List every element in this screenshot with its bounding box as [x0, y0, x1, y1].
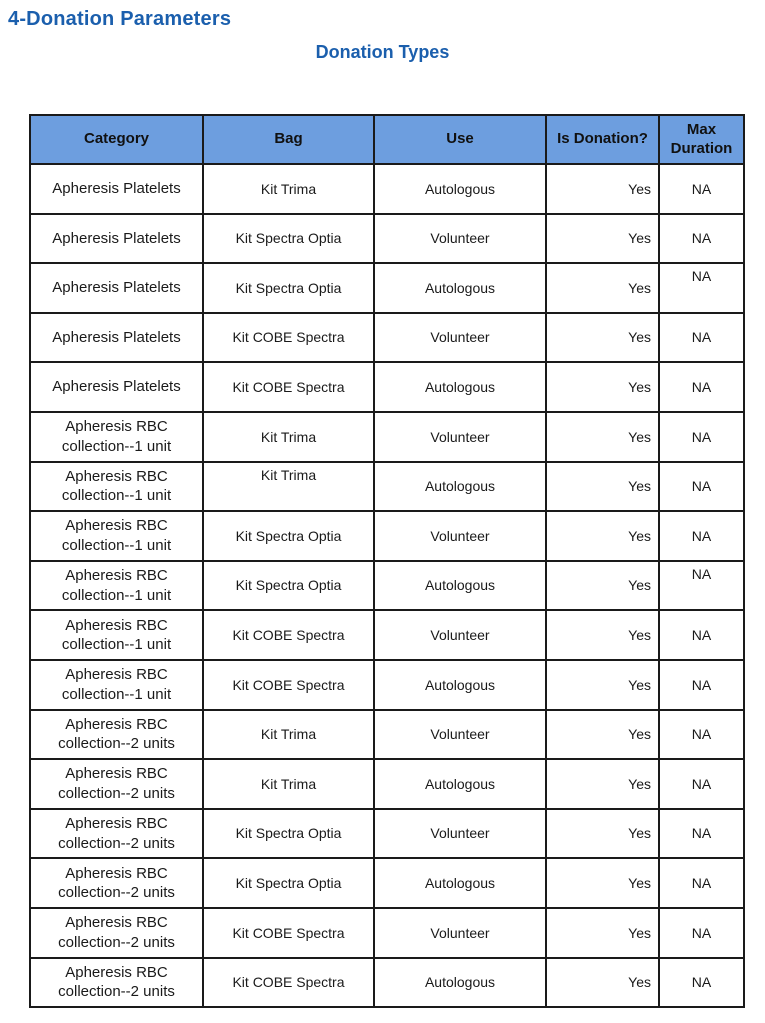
cell-is-donation: Yes [546, 710, 659, 760]
table-header [30, 115, 744, 164]
cell-max-duration: NA [659, 511, 744, 561]
table-row [30, 313, 744, 363]
cell-is-donation: Yes [546, 858, 659, 908]
cell-max-duration: NA [659, 958, 744, 1008]
cell-category: Apheresis RBC collection--1 unit [30, 561, 203, 611]
table-row [30, 908, 744, 958]
table-row [30, 809, 744, 859]
cell-category: Apheresis RBC collection--1 unit [30, 511, 203, 561]
cell-is-donation: Yes [546, 958, 659, 1008]
table-row [30, 214, 744, 264]
cell-bag: Kit Spectra Optia [203, 809, 374, 859]
cell-use: Volunteer [374, 610, 546, 660]
cell-max-duration: NA [659, 561, 744, 611]
cell-bag: Kit Spectra Optia [203, 214, 374, 264]
cell-category: Apheresis RBC collection--2 units [30, 710, 203, 760]
column-header-is-donation: Is Donation? [546, 115, 659, 164]
cell-is-donation: Yes [546, 809, 659, 859]
cell-category: Apheresis RBC collection--1 unit [30, 462, 203, 512]
table-row [30, 610, 744, 660]
cell-category: Apheresis RBC collection--1 unit [30, 610, 203, 660]
cell-use: Autologous [374, 561, 546, 611]
section-title: Donation Types [315, 42, 450, 62]
cell-is-donation: Yes [546, 462, 659, 512]
cell-bag: Kit Trima [203, 412, 374, 462]
cell-use: Autologous [374, 958, 546, 1008]
cell-is-donation: Yes [546, 660, 659, 710]
cell-use: Volunteer [374, 313, 546, 363]
cell-is-donation: Yes [546, 908, 659, 958]
cell-category: Apheresis Platelets [30, 362, 203, 412]
table-row [30, 759, 744, 809]
cell-max-duration: NA [659, 759, 744, 809]
cell-bag: Kit COBE Spectra [203, 610, 374, 660]
table-row [30, 561, 744, 611]
table-row [30, 412, 744, 462]
cell-is-donation: Yes [546, 313, 659, 363]
table-row [30, 710, 744, 760]
cell-bag: Kit Trima [203, 462, 374, 512]
table-row [30, 858, 744, 908]
cell-is-donation: Yes [546, 362, 659, 412]
cell-use: Volunteer [374, 809, 546, 859]
cell-use: Autologous [374, 263, 546, 313]
cell-category: Apheresis RBC collection--1 unit [30, 412, 203, 462]
column-header-category: Category [30, 115, 203, 164]
cell-max-duration: NA [659, 412, 744, 462]
table-row [30, 164, 744, 214]
cell-max-duration: NA [659, 263, 744, 313]
cell-bag: Kit Spectra Optia [203, 561, 374, 611]
cell-bag: Kit Trima [203, 759, 374, 809]
cell-bag: Kit Trima [203, 710, 374, 760]
cell-use: Volunteer [374, 412, 546, 462]
cell-is-donation: Yes [546, 214, 659, 264]
cell-max-duration: NA [659, 362, 744, 412]
table-row [30, 462, 744, 512]
cell-use: Autologous [374, 660, 546, 710]
cell-bag: Kit COBE Spectra [203, 362, 374, 412]
cell-bag: Kit COBE Spectra [203, 660, 374, 710]
cell-category: Apheresis Platelets [30, 214, 203, 264]
column-header-max-duration: Max Duration [659, 115, 744, 164]
cell-is-donation: Yes [546, 759, 659, 809]
cell-max-duration: NA [659, 660, 744, 710]
table-body [30, 164, 744, 1007]
page-title: 4-Donation Parameters [8, 8, 232, 30]
cell-is-donation: Yes [546, 412, 659, 462]
cell-category: Apheresis RBC collection--1 unit [30, 660, 203, 710]
cell-use: Volunteer [374, 511, 546, 561]
cell-max-duration: NA [659, 858, 744, 908]
column-header-bag: Bag [203, 115, 374, 164]
table-row [30, 958, 744, 1008]
cell-use: Volunteer [374, 908, 546, 958]
cell-category: Apheresis RBC collection--2 units [30, 759, 203, 809]
cell-is-donation: Yes [546, 561, 659, 611]
cell-category: Apheresis Platelets [30, 263, 203, 313]
cell-use: Autologous [374, 759, 546, 809]
cell-is-donation: Yes [546, 511, 659, 561]
cell-category: Apheresis Platelets [30, 164, 203, 214]
cell-category: Apheresis RBC collection--2 units [30, 908, 203, 958]
cell-max-duration: NA [659, 610, 744, 660]
cell-use: Volunteer [374, 214, 546, 264]
table-row [30, 511, 744, 561]
cell-category: Apheresis RBC collection--2 units [30, 958, 203, 1008]
cell-max-duration: NA [659, 164, 744, 214]
cell-max-duration: NA [659, 214, 744, 264]
cell-is-donation: Yes [546, 610, 659, 660]
cell-bag: Kit COBE Spectra [203, 313, 374, 363]
table-row [30, 660, 744, 710]
cell-bag: Kit Spectra Optia [203, 263, 374, 313]
cell-max-duration: NA [659, 908, 744, 958]
cell-is-donation: Yes [546, 263, 659, 313]
cell-use: Autologous [374, 362, 546, 412]
cell-use: Autologous [374, 462, 546, 512]
header-row [30, 115, 744, 164]
cell-bag: Kit Spectra Optia [203, 511, 374, 561]
column-header-use: Use [374, 115, 546, 164]
cell-max-duration: NA [659, 313, 744, 363]
donation-types-table [29, 114, 745, 1008]
table-row [30, 362, 744, 412]
cell-category: Apheresis RBC collection--2 units [30, 858, 203, 908]
cell-bag: Kit COBE Spectra [203, 908, 374, 958]
cell-bag: Kit Trima [203, 164, 374, 214]
cell-bag: Kit COBE Spectra [203, 958, 374, 1008]
cell-is-donation: Yes [546, 164, 659, 214]
cell-use: Autologous [374, 858, 546, 908]
cell-bag: Kit Spectra Optia [203, 858, 374, 908]
cell-category: Apheresis Platelets [30, 313, 203, 363]
cell-max-duration: NA [659, 809, 744, 859]
cell-use: Volunteer [374, 710, 546, 760]
cell-max-duration: NA [659, 462, 744, 512]
table-row [30, 263, 744, 313]
cell-category: Apheresis RBC collection--2 units [30, 809, 203, 859]
cell-use: Autologous [374, 164, 546, 214]
cell-max-duration: NA [659, 710, 744, 760]
